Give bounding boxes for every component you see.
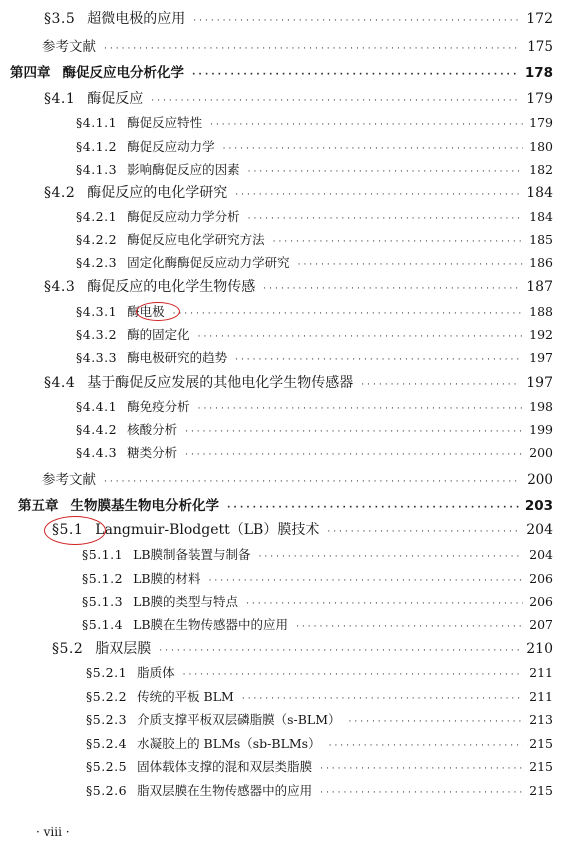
- entry-title: 酶促反应动力学分析: [127, 209, 240, 224]
- toc-subentry: [76, 420, 553, 438]
- entry-title: 酶促反应动力学: [127, 139, 215, 154]
- entry-page: 197: [529, 350, 553, 365]
- entry-title: 酶促反应特性: [127, 115, 203, 130]
- entry-title: 酶免疫分析: [127, 399, 190, 414]
- dot-leader: [185, 428, 523, 437]
- entry-number: §5.2.6: [86, 783, 128, 798]
- dot-leader: [227, 504, 519, 513]
- dot-leader: [192, 71, 519, 80]
- entry-page: 192: [529, 327, 553, 342]
- entry-page: 215: [529, 759, 553, 774]
- dot-leader: [235, 191, 520, 200]
- entry-title: 酶的固定化: [127, 327, 190, 342]
- toc-entry: [52, 519, 553, 539]
- entry-title: 脂双层膜: [95, 641, 152, 657]
- entry-number: §5.2.5: [86, 759, 128, 774]
- entry-title: 参考文献: [42, 472, 96, 488]
- entry-number: §4.4.3: [76, 445, 118, 460]
- toc-subentry: [86, 734, 553, 752]
- dot-leader: [198, 405, 524, 414]
- entry-number: §5.1.1: [82, 547, 124, 562]
- dot-leader: [151, 97, 520, 106]
- entry-title: 酶促反应电化学研究方法: [127, 232, 265, 247]
- entry-number: §4.4: [44, 375, 76, 391]
- entry-number: §4.4.2: [76, 422, 118, 437]
- entry-page: 197: [526, 375, 553, 391]
- entry-number: §5.2: [52, 641, 84, 657]
- entry-title: 酶电极研究的趋势: [127, 350, 228, 365]
- entry-number: §4.2.3: [76, 255, 118, 270]
- entry-page: 185: [529, 232, 553, 247]
- entry-title: 固体载体支撑的混和双层类脂膜: [137, 759, 313, 774]
- dot-leader: [320, 765, 523, 774]
- toc-subentry: [76, 160, 553, 178]
- entry-number: §4.1: [44, 91, 76, 107]
- entry-page: 179: [529, 115, 553, 130]
- toc-entry: [44, 372, 553, 392]
- entry-page: 184: [526, 185, 553, 201]
- entry-page: 204: [526, 522, 553, 538]
- toc-subentry: [76, 113, 553, 131]
- toc-subentry: [76, 397, 553, 415]
- entry-title: 水凝胶上的 BLMs（sb-BLMs）: [137, 736, 321, 751]
- dot-leader: [246, 600, 523, 609]
- toc-subentry: [76, 253, 553, 271]
- entry-page: 211: [529, 689, 553, 704]
- chapter-title: 酶促反应电分析化学: [62, 65, 184, 81]
- entry-title: 酶促反应的电化学研究: [87, 185, 228, 201]
- entry-page: 188: [529, 304, 553, 319]
- entry-number: §4.1.2: [76, 139, 118, 154]
- entry-title: 介质支撑平板双层磷脂膜（s-BLM）: [137, 712, 341, 727]
- entry-title: 影响酶促反应的因素: [127, 162, 240, 177]
- entry-page: 200: [529, 445, 553, 460]
- dot-leader: [248, 168, 524, 177]
- dot-leader: [327, 528, 520, 537]
- entry-title: 酶促反应: [87, 91, 144, 107]
- toc-subentry: [86, 687, 553, 705]
- dot-leader: [209, 577, 524, 586]
- entry-number: §5.1.3: [82, 594, 124, 609]
- entry-number: §4.1.1: [76, 115, 118, 130]
- dot-leader: [329, 742, 524, 751]
- entry-page: 203: [524, 498, 553, 514]
- entry-title: LB膜制备装置与制备: [133, 547, 251, 562]
- toc-subentry: [82, 592, 553, 610]
- toc-subentry: [76, 348, 553, 366]
- dot-leader: [248, 215, 524, 224]
- entry-title: 脂双层膜在生物传感器中的应用: [137, 783, 313, 798]
- toc-subentry: [86, 781, 553, 799]
- entry-title: Langmuir-Blodgett（LB）膜技术: [95, 522, 320, 538]
- toc-subentry: [82, 615, 553, 633]
- page-number-footer: · viii ·: [36, 825, 70, 839]
- entry-page: 213: [529, 712, 553, 727]
- toc-subentry: [76, 443, 553, 461]
- dot-leader: [298, 261, 524, 270]
- entry-page: 215: [529, 783, 553, 798]
- entry-page: 206: [529, 594, 553, 609]
- entry-number: §4.4.1: [76, 399, 118, 414]
- entry-number: §4.1.3: [76, 162, 118, 177]
- entry-title: 糖类分析: [127, 445, 178, 460]
- dot-leader: [235, 356, 523, 365]
- entry-page: 200: [527, 472, 553, 488]
- toc-entry: [44, 88, 553, 108]
- entry-page: 215: [529, 736, 553, 751]
- chapter-title: 生物膜基生物电分析化学: [70, 498, 219, 514]
- dot-leader: [185, 451, 523, 460]
- entry-number: §5.1: [52, 522, 84, 538]
- dot-leader: [210, 121, 523, 130]
- toc-entry: [52, 638, 553, 658]
- dot-leader: [320, 789, 523, 798]
- toc-chapter-entry: [18, 494, 553, 514]
- entry-number: §4.3.3: [76, 350, 118, 365]
- entry-number: §5.1.4: [82, 617, 124, 632]
- entry-page: 184: [529, 209, 553, 224]
- entry-page: 207: [529, 617, 553, 632]
- entry-page: 172: [526, 11, 553, 27]
- chapter-number: 第五章: [18, 498, 59, 514]
- entry-page: 206: [529, 571, 553, 586]
- entry-number: §5.2.4: [86, 736, 128, 751]
- dot-leader: [198, 333, 524, 342]
- entry-page: 186: [529, 255, 553, 270]
- toc-subentry: [76, 207, 553, 225]
- entry-number: §5.2.2: [86, 689, 128, 704]
- toc-subentry: [76, 325, 553, 343]
- entry-title: 酶电极: [127, 304, 165, 319]
- entry-number: §4.2.2: [76, 232, 118, 247]
- chapter-number: 第四章: [10, 65, 51, 81]
- toc-entry: [42, 35, 553, 55]
- dot-leader: [173, 310, 524, 319]
- dot-leader: [183, 671, 524, 680]
- entry-number: §4.3.2: [76, 327, 118, 342]
- entry-title: 超微电极的应用: [87, 11, 186, 27]
- toc-subentry: [86, 757, 553, 775]
- entry-page: 180: [529, 139, 553, 154]
- entry-title: 基于酶促反应发展的其他电化学生物传感器: [87, 375, 354, 391]
- toc-subentry: [82, 545, 553, 563]
- entry-number: §4.3: [44, 279, 76, 295]
- entry-page: 175: [527, 39, 553, 55]
- dot-leader: [349, 718, 524, 727]
- dot-leader: [273, 238, 524, 247]
- dot-leader: [263, 285, 520, 294]
- entry-title: 核酸分析: [127, 422, 178, 437]
- dot-leader: [361, 381, 520, 390]
- toc-entry: [44, 8, 553, 28]
- toc-entry: [44, 182, 553, 202]
- dot-leader: [104, 478, 521, 487]
- toc-chapter-entry: [10, 61, 553, 81]
- entry-title: 传统的平板 BLM: [137, 689, 234, 704]
- entry-title: 脂质体: [137, 665, 175, 680]
- entry-page: 187: [526, 279, 553, 295]
- toc-subentry: [76, 137, 553, 155]
- entry-number: §3.5: [44, 11, 76, 27]
- entry-number: §5.2.3: [86, 712, 128, 727]
- entry-page: 210: [526, 641, 553, 657]
- dot-leader: [242, 695, 523, 704]
- entry-page: 211: [529, 665, 553, 680]
- entry-number: §5.2.1: [86, 665, 128, 680]
- dot-leader: [259, 553, 524, 562]
- entry-page: 199: [529, 422, 553, 437]
- dot-leader: [193, 17, 520, 26]
- dot-leader: [104, 45, 521, 54]
- entry-number: §4.3.1: [76, 304, 118, 319]
- entry-number: §4.2: [44, 185, 76, 201]
- toc-entry: [44, 276, 553, 296]
- dot-leader: [296, 623, 523, 632]
- dot-leader: [223, 145, 524, 154]
- toc-subentry: [86, 663, 553, 681]
- entry-title: LB膜的类型与特点: [133, 594, 239, 609]
- entry-title: 固定化酶酶促反应动力学研究: [127, 255, 290, 270]
- red-circle-annotation: [136, 302, 180, 321]
- entry-number: §5.1.2: [82, 571, 124, 586]
- red-circle-annotation: [44, 516, 106, 545]
- entry-page: 198: [529, 399, 553, 414]
- entry-page: 179: [526, 91, 553, 107]
- entry-title: 酶促反应的电化学生物传感: [87, 279, 256, 295]
- toc-subentry: [82, 569, 553, 587]
- entry-title: LB膜的材料: [133, 571, 201, 586]
- entry-page: 178: [524, 65, 553, 81]
- toc-entry: [42, 468, 553, 488]
- toc-subentry: [86, 710, 553, 728]
- entry-page: 204: [529, 547, 553, 562]
- toc-subentry: [76, 230, 553, 248]
- entry-number: §4.2.1: [76, 209, 118, 224]
- entry-page: 182: [529, 162, 553, 177]
- entry-title: LB膜在生物传感器中的应用: [133, 617, 289, 632]
- entry-title: 参考文献: [42, 39, 96, 55]
- dot-leader: [159, 647, 520, 656]
